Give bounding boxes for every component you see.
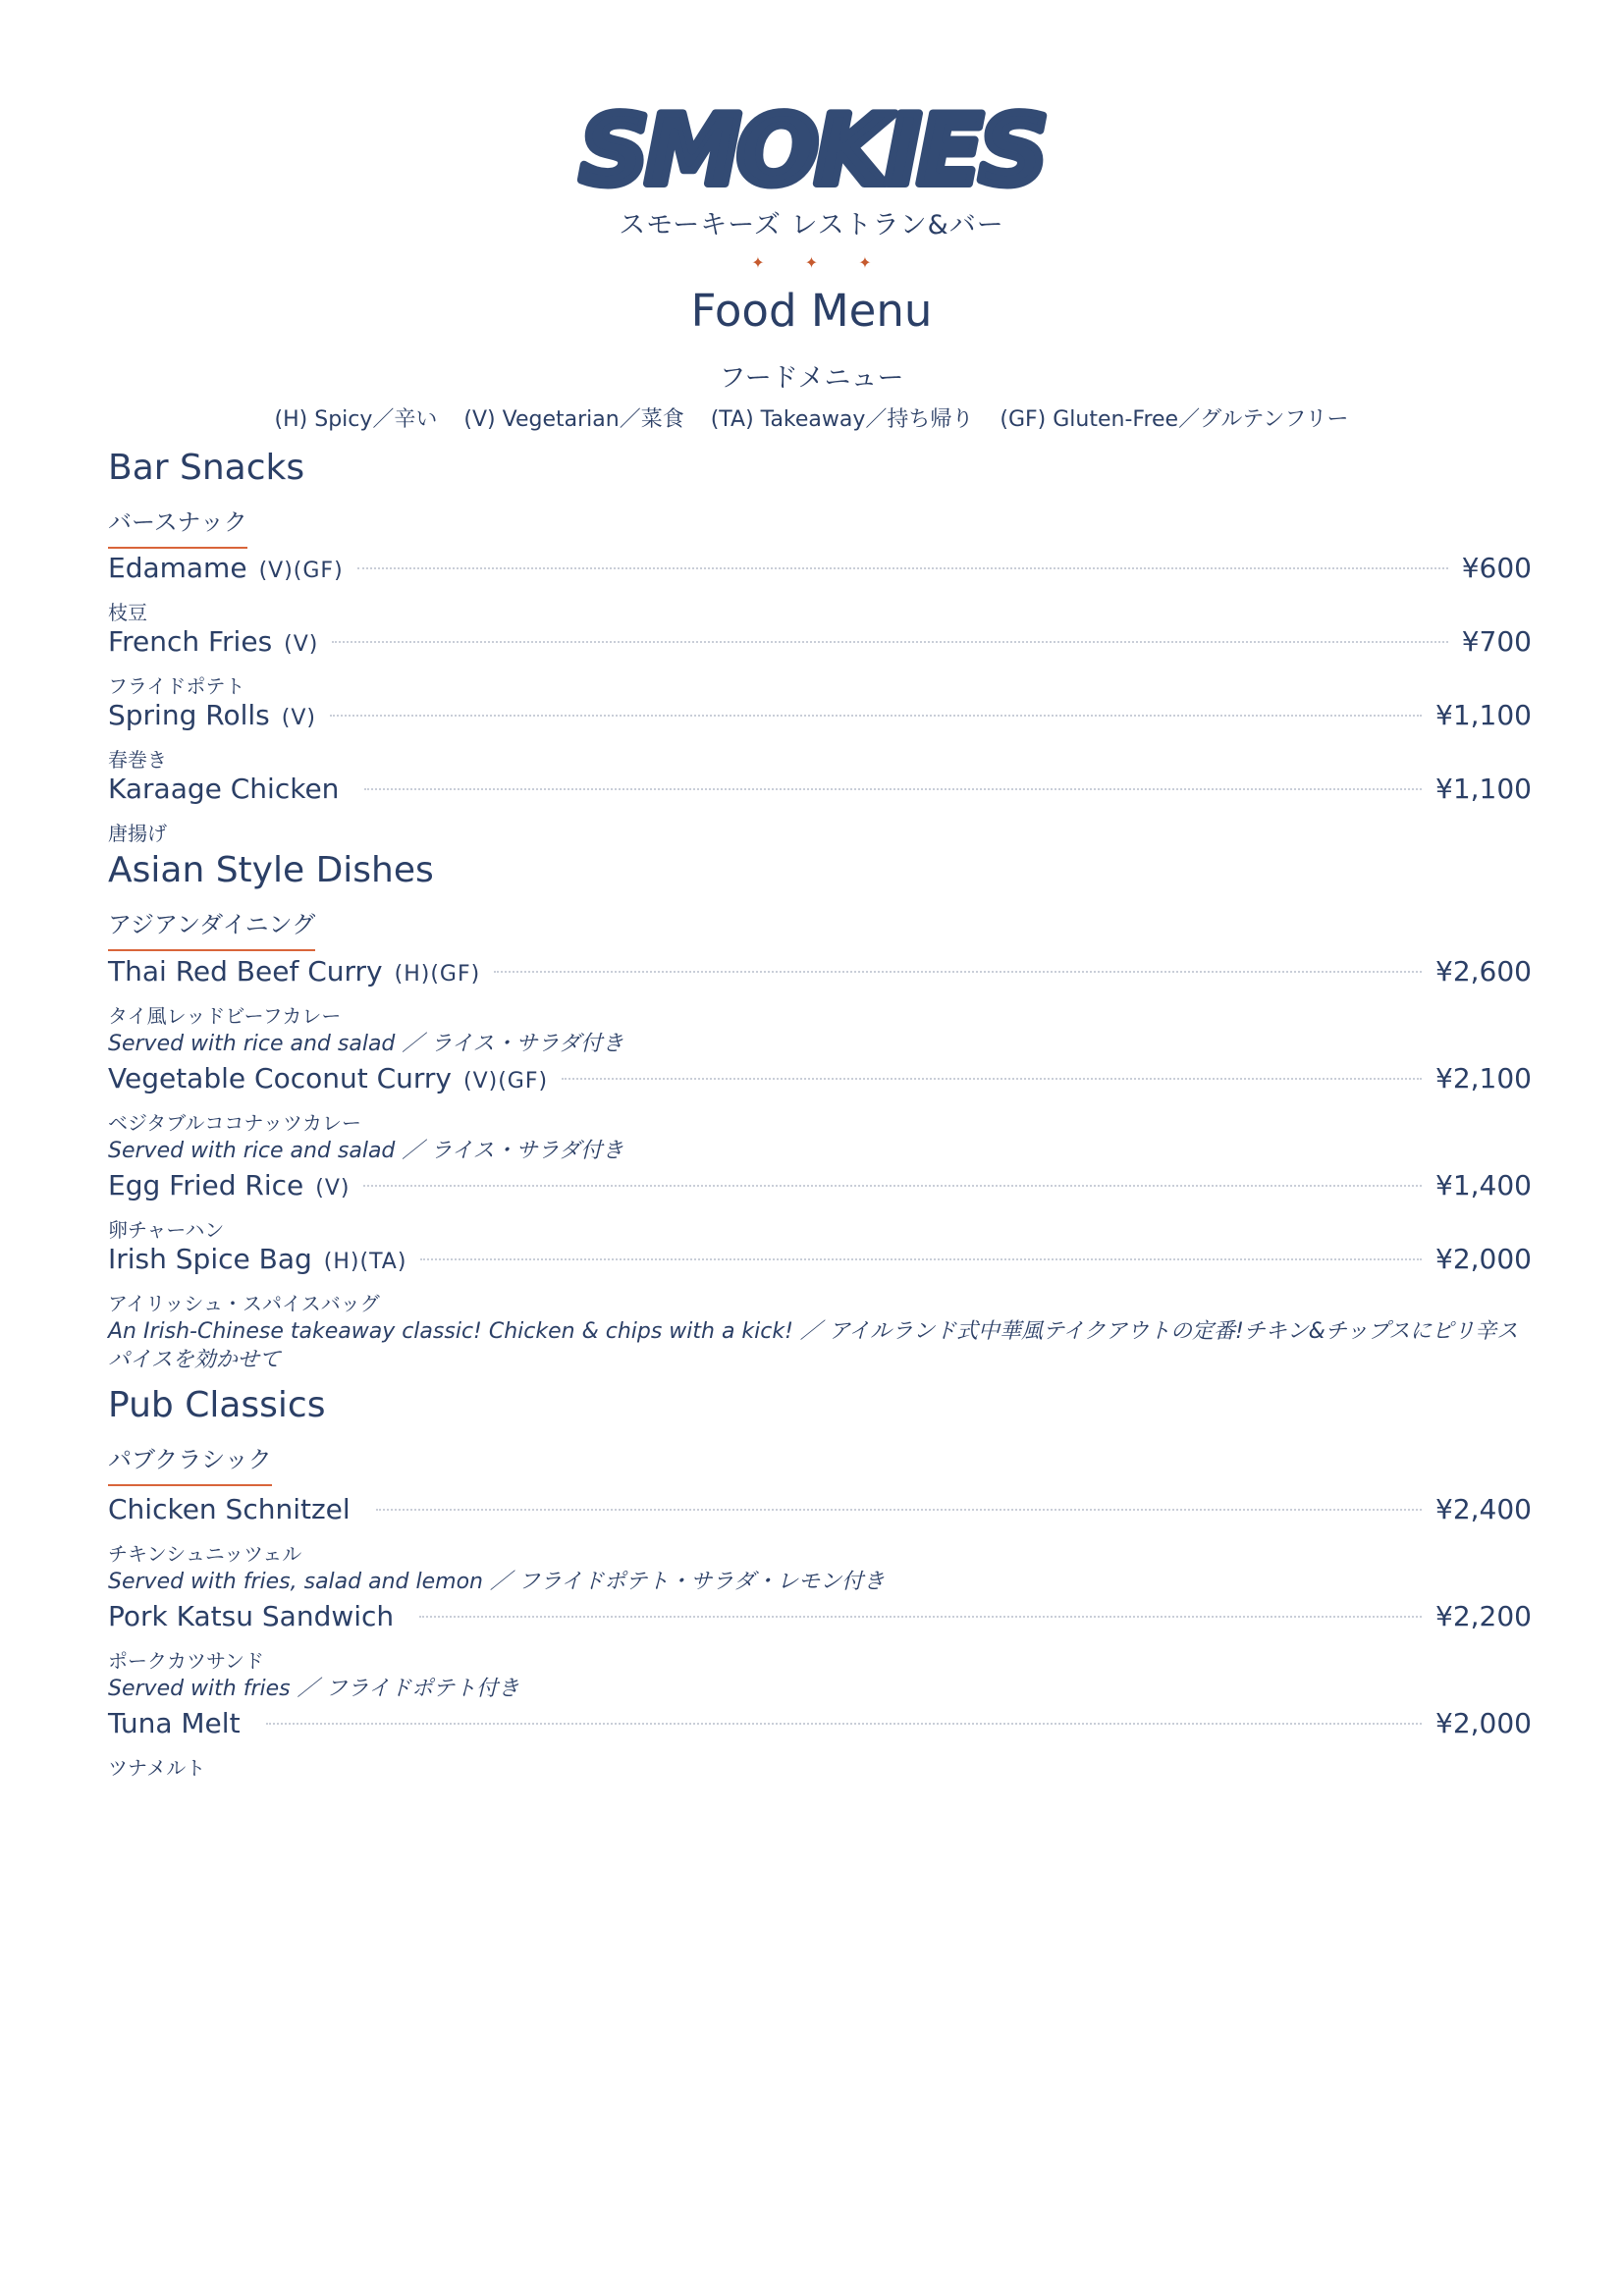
dotted-leader xyxy=(364,788,1422,790)
menu-item-tuna-melt xyxy=(108,1707,1532,1746)
dotted-leader xyxy=(494,971,1422,973)
menu-item-chicken-schnitzel xyxy=(108,1493,1532,1532)
menu-item-irish-spice-bag xyxy=(108,1243,1532,1282)
item-note: Served with rice and salad ／ ライス・サラダ付き xyxy=(108,1139,624,1163)
item-name: Spring Rolls xyxy=(108,699,270,731)
menu-item-vegetable-coconut-curry xyxy=(108,1062,1532,1101)
item-name: Vegetable Coconut Curry xyxy=(108,1062,452,1095)
section-title-jp-pub-classics: パブクラシック xyxy=(108,1440,272,1486)
item-price: ¥700 xyxy=(1461,625,1532,658)
menu-item-karaage-chicken xyxy=(108,773,1532,812)
item-tags: (V)(GF) xyxy=(463,1069,549,1094)
dotted-leader xyxy=(562,1078,1422,1080)
item-price: ¥600 xyxy=(1461,552,1532,584)
menu-item-spring-rolls xyxy=(108,699,1532,738)
smokies-logo-icon xyxy=(578,93,1045,207)
dotted-leader xyxy=(376,1509,1422,1511)
item-name: Tuna Melt xyxy=(108,1707,241,1739)
item-name: Edamame xyxy=(108,552,247,584)
item-price: ¥1,400 xyxy=(1435,1169,1532,1201)
item-note: Served with fries, salad and lemon ／ フライドポテト・サラダ・レモン付き xyxy=(108,1570,886,1594)
item-name: French Fries xyxy=(108,625,273,658)
dotted-leader xyxy=(332,641,1447,643)
item-name: Egg Fried Rice xyxy=(108,1169,304,1201)
item-name-jp: 唐揚げ xyxy=(108,822,167,845)
item-tags: (H)(TA) xyxy=(323,1250,407,1274)
dotted-leader xyxy=(363,1185,1422,1187)
dotted-leader xyxy=(266,1723,1422,1725)
item-name-jp: フライドポテト xyxy=(108,674,245,698)
section-title-jp-bar-snacks: バースナック xyxy=(108,503,247,549)
item-name: Chicken Schnitzel xyxy=(108,1493,351,1525)
section-title-jp-asian-style: アジアンダイニング xyxy=(108,905,315,951)
dotted-leader xyxy=(419,1616,1422,1618)
menu-item-pork-katsu-sandwich xyxy=(108,1600,1532,1639)
logo xyxy=(0,93,1623,207)
item-name-jp: 春巻き xyxy=(108,748,167,772)
item-tags: (H)(GF) xyxy=(394,962,481,987)
restaurant-subtitle: スモーキーズ レストラン&バー xyxy=(619,210,1004,240)
item-tags: (V) xyxy=(315,1176,351,1201)
item-price: ¥2,000 xyxy=(1435,1243,1532,1275)
item-price: ¥2,000 xyxy=(1435,1707,1532,1739)
item-name: Thai Red Beef Curry xyxy=(108,955,383,988)
item-note: Served with fries ／ フライドポテト付き xyxy=(108,1677,519,1701)
page-title: Food Menu xyxy=(690,285,933,337)
legend-takeaway: (TA) Takeaway／持ち帰り xyxy=(710,407,974,432)
menu-item-edamame xyxy=(108,552,1532,591)
legend-vegetarian: (V) Vegetarian／菜食 xyxy=(463,407,684,432)
item-price: ¥2,100 xyxy=(1435,1062,1532,1095)
item-name-jp: チキンシュニッツェル xyxy=(108,1542,302,1566)
menu-item-egg-fried-rice xyxy=(108,1169,1532,1208)
dietary-legend xyxy=(0,402,1623,433)
decorative-stars-icon: ✦ ✦ ✦ xyxy=(751,253,890,272)
item-price: ¥1,100 xyxy=(1435,699,1532,731)
item-name-jp: タイ風レッドビーフカレー xyxy=(108,1004,342,1028)
section-title-bar-snacks: Bar Snacks xyxy=(108,448,305,488)
item-tags: (V)(GF) xyxy=(258,559,344,583)
item-name-jp: 枝豆 xyxy=(108,601,147,624)
dotted-leader xyxy=(420,1258,1422,1260)
section-title-pub-classics: Pub Classics xyxy=(108,1385,326,1425)
item-price: ¥2,200 xyxy=(1435,1600,1532,1632)
item-name-jp: ベジタブルココナッツカレー xyxy=(108,1111,361,1135)
item-name: Irish Spice Bag xyxy=(108,1243,312,1275)
dotted-leader xyxy=(357,567,1448,569)
item-price: ¥2,400 xyxy=(1435,1493,1532,1525)
legend-gluten-free: (GF) Gluten-Free／グルテンフリー xyxy=(1000,407,1349,432)
item-name: Karaage Chicken xyxy=(108,773,340,805)
item-tags: (V) xyxy=(284,632,319,657)
item-name-jp: ポークカツサンド xyxy=(108,1649,264,1673)
item-tags: (V) xyxy=(281,706,316,730)
item-name-jp: アイリッシュ・スパイスバッグ xyxy=(108,1292,380,1315)
item-price: ¥2,600 xyxy=(1435,955,1532,988)
menu-item-french-fries xyxy=(108,625,1532,665)
dotted-leader xyxy=(330,715,1422,717)
section-title-asian-style: Asian Style Dishes xyxy=(108,850,434,890)
menu-item-thai-red-beef-curry xyxy=(108,955,1532,994)
item-price: ¥1,100 xyxy=(1435,773,1532,805)
item-name: Pork Katsu Sandwich xyxy=(108,1600,395,1632)
legend-spicy: (H) Spicy／辛い xyxy=(274,407,438,432)
page-title-jp: フードメニュー xyxy=(719,363,904,394)
svg-text:SMOKIES: SMOKIES xyxy=(578,95,1045,207)
item-name-jp: ツナメルト xyxy=(108,1756,206,1780)
item-note: An Irish-Chinese takeaway classic! Chicken & chips with a kick! ／ アイルランド式中華風テイクアウトの定番!チキン&チップスにピリ辛スパイスを効かせて xyxy=(108,1319,1519,1372)
item-name-jp: 卵チャーハン xyxy=(108,1218,225,1242)
item-note: Served with rice and salad ／ ライス・サラダ付き xyxy=(108,1032,624,1056)
